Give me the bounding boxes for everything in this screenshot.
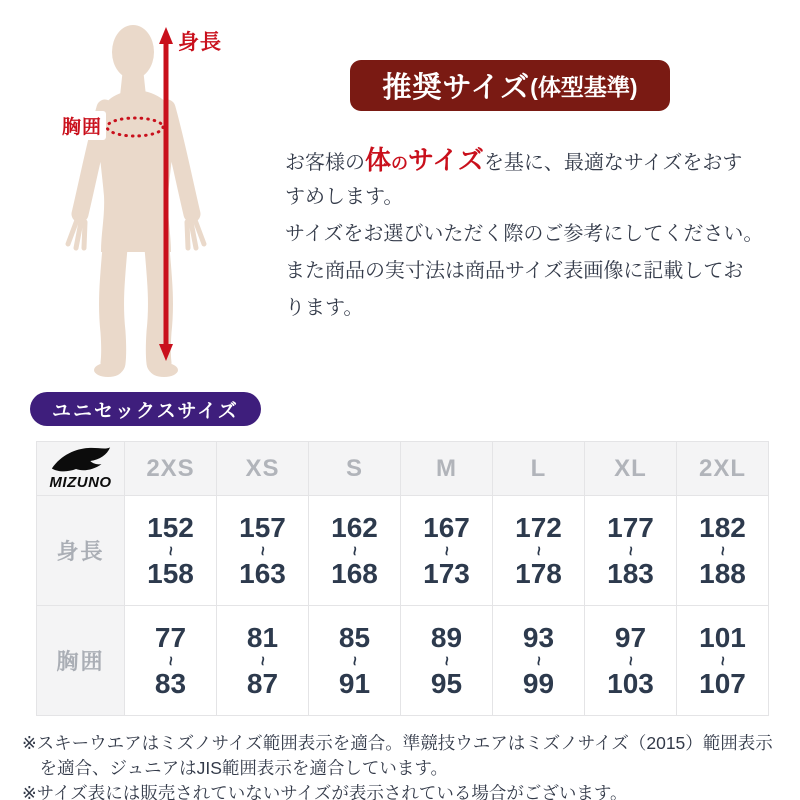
size-cell: 77 ~ 83 [125, 606, 217, 716]
intro-line-1: お客様の体のサイズを基に、最適なサイズをおす [285, 145, 743, 175]
size-cell: 167 ~ 173 [401, 496, 493, 606]
size-table-body [37, 496, 769, 716]
size-cell: 177 ~ 183 [585, 496, 677, 606]
footnotes [22, 731, 784, 800]
size-column-header: XS [217, 442, 309, 496]
size-cell: 162 ~ 168 [309, 496, 401, 606]
intro-paragraph [285, 142, 797, 327]
table-row [37, 496, 769, 606]
silhouette-left-leg [112, 248, 115, 363]
size-column-header: XL [585, 442, 677, 496]
mizuno-logo-cell [37, 442, 125, 496]
height-label: 身長 [178, 31, 222, 54]
intro-highlight-body: 体 [365, 145, 392, 175]
intro-highlight-size: サイズ [408, 145, 484, 175]
silhouette-right-foot [150, 363, 178, 377]
body-measurement-diagram [0, 0, 280, 400]
size-column-header: L [493, 442, 585, 496]
chest-label: 胸囲 [58, 111, 106, 140]
footnote-2: ※サイズ表には販売されていないサイズが表示されている場合がございます。 [22, 783, 628, 800]
size-cell: 152 ~ 158 [125, 496, 217, 606]
size-table-header-row [37, 442, 769, 496]
size-table [36, 441, 769, 716]
size-cell: 172 ~ 178 [493, 496, 585, 606]
mizuno-wordmark: MIZUNO [49, 474, 112, 491]
silhouette-left-foot [94, 363, 122, 377]
size-cell: 85 ~ 91 [309, 606, 401, 716]
size-column-header: S [309, 442, 401, 496]
badge-main-text: 推奨サイズ [382, 72, 531, 104]
size-cell: 81 ~ 87 [217, 606, 309, 716]
size-column-header: M [401, 442, 493, 496]
unisex-size-badge: ユニセックスサイズ [30, 392, 261, 426]
row-label: 胸囲 [37, 606, 125, 716]
footnote-1: ※スキーウエアはミズノサイズ範囲表示を適合。準競技ウエアはミズノサイズ（2015）範囲表示を適合、ジュニアはJIS範囲表示を適合しています。 [22, 733, 773, 778]
body-silhouette [0, 0, 280, 400]
size-cell: 93 ~ 99 [493, 606, 585, 716]
size-cell: 182 ~ 188 [677, 496, 769, 606]
size-cell: 101 ~ 107 [677, 606, 769, 716]
table-row [37, 606, 769, 716]
size-column-header: 2XS [125, 442, 217, 496]
row-label: 身長 [37, 496, 125, 606]
size-cell: 157 ~ 163 [217, 496, 309, 606]
mizuno-runbird-icon [50, 446, 112, 476]
intro-line-4: また商品の実寸法は商品サイズ表画像に記載してお [285, 260, 744, 282]
badge-sub-text: (体型基準) [530, 74, 638, 100]
size-cell: 97 ~ 103 [585, 606, 677, 716]
intro-line-2: すめします。 [285, 186, 404, 208]
size-column-header: 2XL [677, 442, 769, 496]
size-cell: 89 ~ 95 [401, 606, 493, 716]
intro-line-3: サイズをお選びいただく際のご参考にしてください。 [285, 223, 764, 245]
intro-line-5: ります。 [285, 297, 364, 319]
recommended-size-badge [350, 60, 670, 111]
